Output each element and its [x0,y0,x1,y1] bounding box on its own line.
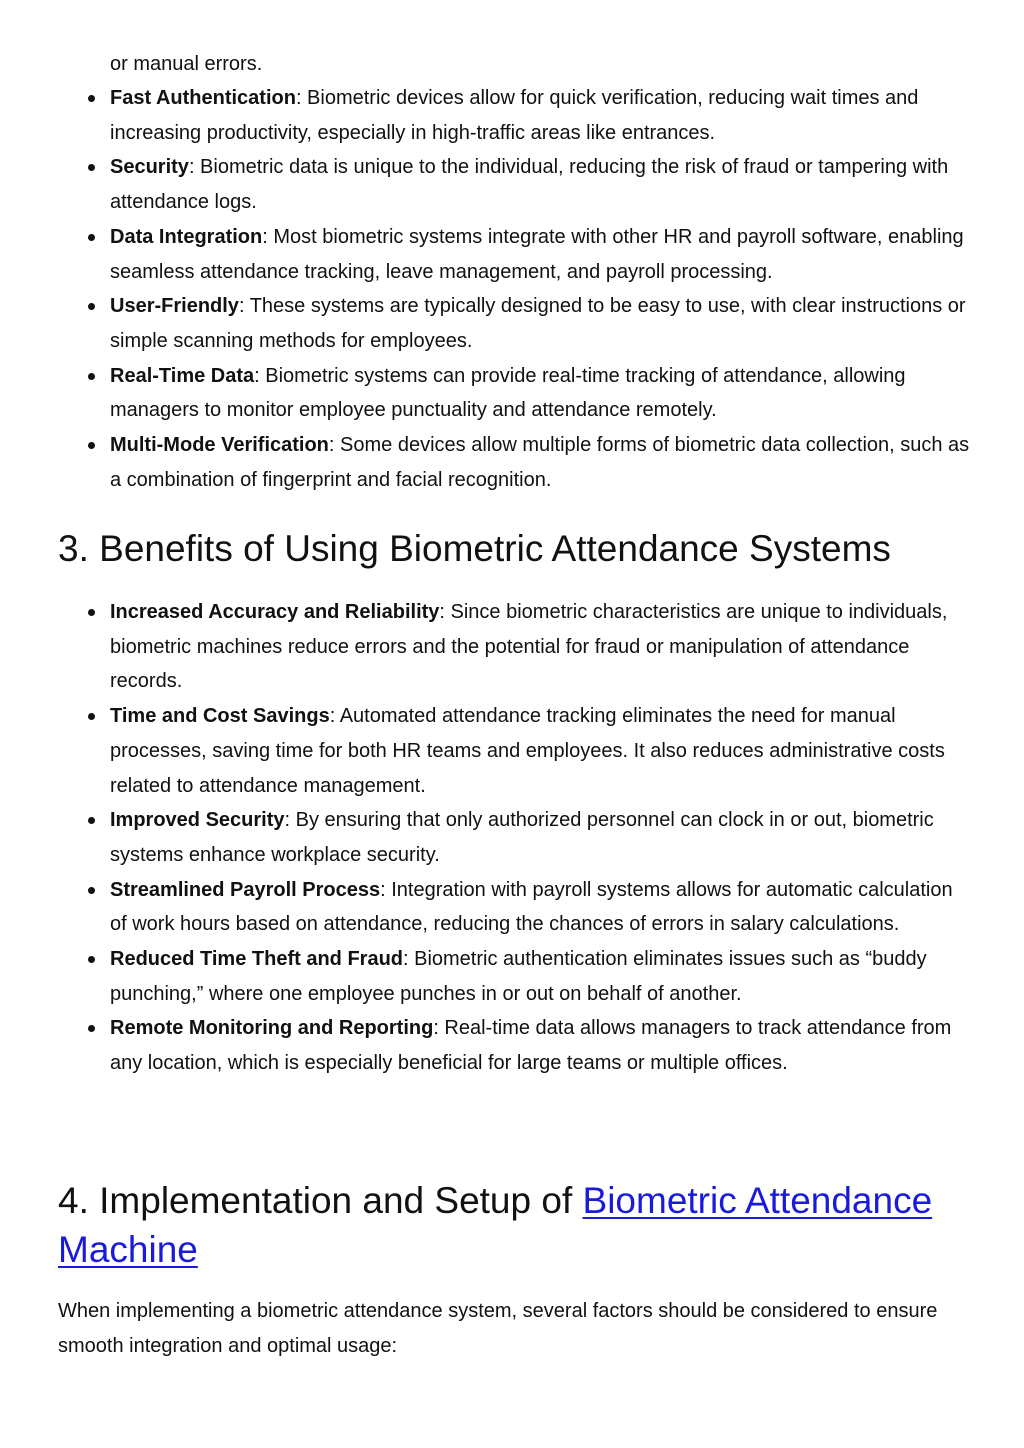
list-item [110,428,970,497]
item-term: Reduced Time Theft and Fraud [110,948,403,971]
continuation-text: or manual errors. [110,53,263,75]
bullet-dot-icon [88,442,95,449]
benefits-heading: 3. Benefits of Using Biometric Attendance Systems [58,528,891,569]
item-term: Remote Monitoring and Reporting [110,1017,434,1040]
item-description: : Automated attendance tracking eliminates the need for manual processes, saving time for both HR teams and employees. It also reduces administrative costs related to attendance management. [110,705,945,797]
bullet-dot-icon [88,234,95,241]
bullet-dot-icon [88,956,95,963]
item-term: Time and Cost Savings [110,705,330,728]
implementation-heading [58,1176,968,1274]
list-item [110,1011,970,1080]
item-description: : Biometric authentication eliminates issues such as “buddy punching,” where one employee punches in or out on behalf of another. [110,948,927,1005]
bullet-dot-icon [88,164,95,171]
bullet-dot-icon [88,817,95,824]
list-item [110,873,970,942]
item-term: Real-Time Data [110,364,255,387]
bullet-dot-icon [88,95,95,102]
list-item [110,595,970,699]
item-description: : Biometric data is unique to the individual, reducing the risk of fraud or tampering with attendance logs. [110,156,949,214]
item-term: Data Integration [110,225,263,248]
item-term: Increased Accuracy and Reliability [110,601,440,623]
item-term: Improved Security [110,809,285,832]
item-description: : Most biometric systems integrate with other HR and payroll software, enabling seamless attendance tracking, leave management, and payroll processing. [110,225,964,283]
bullet-dot-icon [88,373,95,380]
item-description: : Some devices allow multiple forms of biometric data collection, such as a combination of fingerprint and facial recognition. [110,434,970,491]
bullet-dot-icon [88,303,95,310]
list-item [110,699,970,803]
item-term: Multi-Mode Verification [110,434,329,457]
heading-prefix: 4. Implementation and Setup of [58,1180,583,1221]
item-term: Streamlined Payroll Process [110,878,381,901]
biometric-machine-link[interactable]: Biometric Attendance Machine [58,1180,933,1270]
list-item [110,803,970,872]
item-description: : These systems are typically designed to be easy to use, with clear instructions or simple scanning methods for employees. [110,295,966,352]
list-item [110,220,970,289]
item-description: : Biometric systems can provide real-time tracking of attendance, allowing managers to monitor employee punctuality and attendance remotely. [110,364,906,422]
item-description: : Integration with payroll systems allows for automatic calculation of work hours based on attendance, reducing the chances of errors in salary calculations. [110,878,953,936]
item-term: Security [110,156,189,179]
features-list [110,81,970,497]
list-item [110,289,970,358]
item-description: : Biometric devices allow for quick verification, reducing wait times and increasing productivity, especially in high-traffic areas like entrances. [110,87,919,144]
bullet-dot-icon [88,887,95,894]
list-item [110,81,970,150]
list-item [110,942,970,1011]
benefits-list [110,595,970,1081]
bullet-dot-icon [88,609,95,616]
item-description: : Real-time data allows managers to track attendance from any location, which is especially beneficial for large teams or multiple offices. [110,1017,952,1075]
list-item [110,150,970,219]
list-item [110,359,970,428]
item-term: User-Friendly [110,295,239,318]
item-term: Fast Authentication [110,87,296,109]
implementation-intro: When implementing a biometric attendance system, several factors should be considered to ensure smooth integration and optimal usage: [58,1300,938,1357]
bullet-dot-icon [88,713,95,720]
item-description: : By ensuring that only authorized personnel can clock in or out, biometric systems enhance workplace security. [110,809,934,866]
item-description: : Since biometric characteristics are unique to individuals, biometric machines reduce errors and the potential for fraud or manipulation of attendance records. [110,601,948,693]
bullet-dot-icon [88,1025,95,1032]
